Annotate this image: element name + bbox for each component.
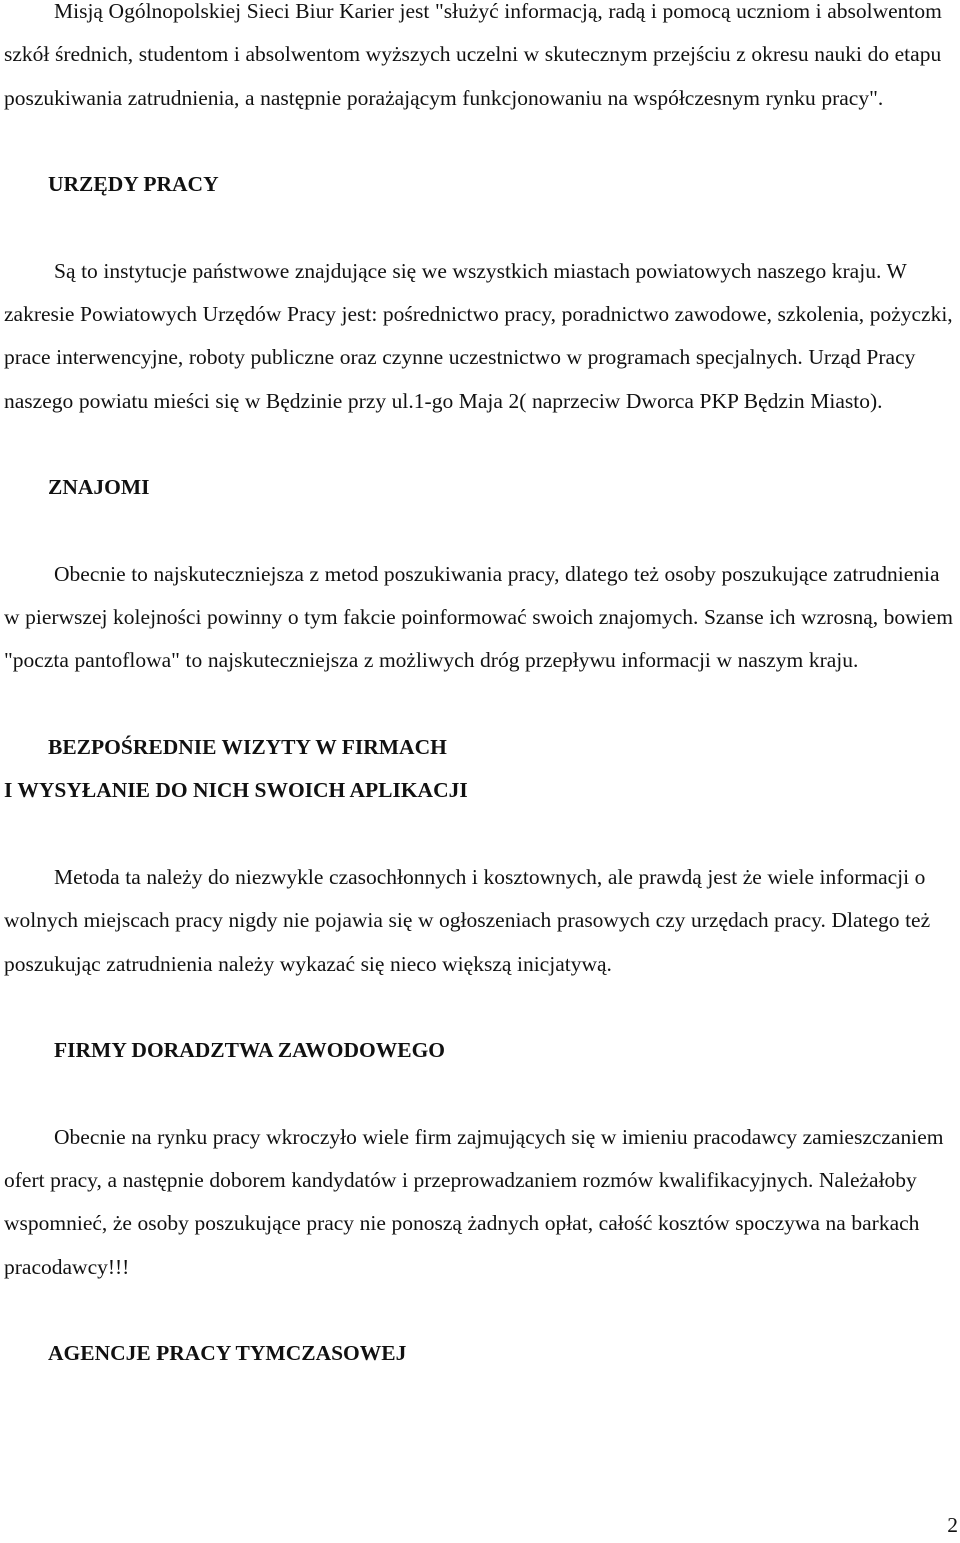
section-body-urzedy-pracy: Są to instytucje państwowe znajdujące się we wszystkich miastach powiatowych naszego kraju. W zakresie Powiatowych Urzędów Pracy jest: pośrednictwo pracy, poradnictwo zawodowe, szkolenia, pożyczki, prace interwencyjne, roboty publiczne oraz czynne uczestnictwo w programach specjalnych. Urząd Pracy naszego powiatu mieści się w Będzinie przy ul.1-go Maja 2( naprzeciw Dworca PKP Będzin Miasto).	[4, 258, 953, 413]
spacer	[4, 510, 960, 553]
section-heading-firmy-doradztwa: FIRMY DORADZTWA ZAWODOWEGO	[54, 1038, 446, 1063]
section-heading-urzedy-pracy: URZĘDY PRACY	[48, 172, 219, 197]
section-heading-wizyty-line1: BEZPOŚREDNIE WIZYTY W FIRMACH	[48, 735, 447, 760]
intro-paragraph: Misją Ogólnopolskiej Sieci Biur Karier jest "służyć informacją, radą i pomocą uczniom i absolwentom szkół średnich, studentom i absolwentom wyższych uczelni w skutecznym przejściu z okresu nauki do etapu poszukiwania zatrudnienia, a następnie porażającym funkcjonowaniu na współczesnym rynku pracy".	[4, 0, 942, 110]
spacer	[4, 120, 960, 163]
spacer	[4, 1072, 960, 1115]
section-heading-wizyty-line2: I WYSYŁANIE DO NICH SWOICH APLIKACJI	[4, 778, 468, 803]
section-heading-znajomi: ZNAJOMI	[48, 475, 150, 500]
section-body-znajomi: Obecnie to najskuteczniejsza z metod poszukiwania pracy, dlatego też osoby poszukujące zatrudnienia w pierwszej kolejności powinny o tym fakcie poinformować swoich znajomych. Szanse ich wzrosną, bowiem "poczta pantoflowa" to najskuteczniejsza z możliwych dróg przepływu informacji w naszym kraju.	[4, 561, 953, 673]
spacer	[4, 813, 960, 856]
spacer	[4, 986, 960, 1029]
section-body-firmy-doradztwa: Obecnie na rynku pracy wkroczyło wiele firm zajmujących się w imieniu pracodawcy zamieszczaniem ofert pracy, a następnie doborem kandydatów i przeprowadzaniem rozmów kwalifikacyjnych. Należałoby wspomnieć, że osoby poszukujące pracy nie ponoszą żadnych opłat, całość kosztów spoczywa na barkach pracodawcy!!!	[4, 1124, 944, 1279]
section-body-wizyty: Metoda ta należy do niezwykle czasochłonnych i kosztownych, ale prawdą jest że wiele informacji o wolnych miejscach pracy nigdy nie pojawia się w ogłoszeniach prasowych czy urzędach pracy. Dlatego też poszukując zatrudnienia należy wykazać się nieco większą inicjatywą.	[4, 864, 931, 976]
document-page	[4, 0, 960, 1376]
spacer	[4, 206, 960, 249]
page-number: 2	[947, 1513, 958, 1537]
spacer	[4, 423, 960, 466]
spacer	[4, 683, 960, 726]
section-heading-agencje: AGENCJE PRACY TYMCZASOWEJ	[48, 1341, 407, 1366]
spacer	[4, 1289, 960, 1332]
